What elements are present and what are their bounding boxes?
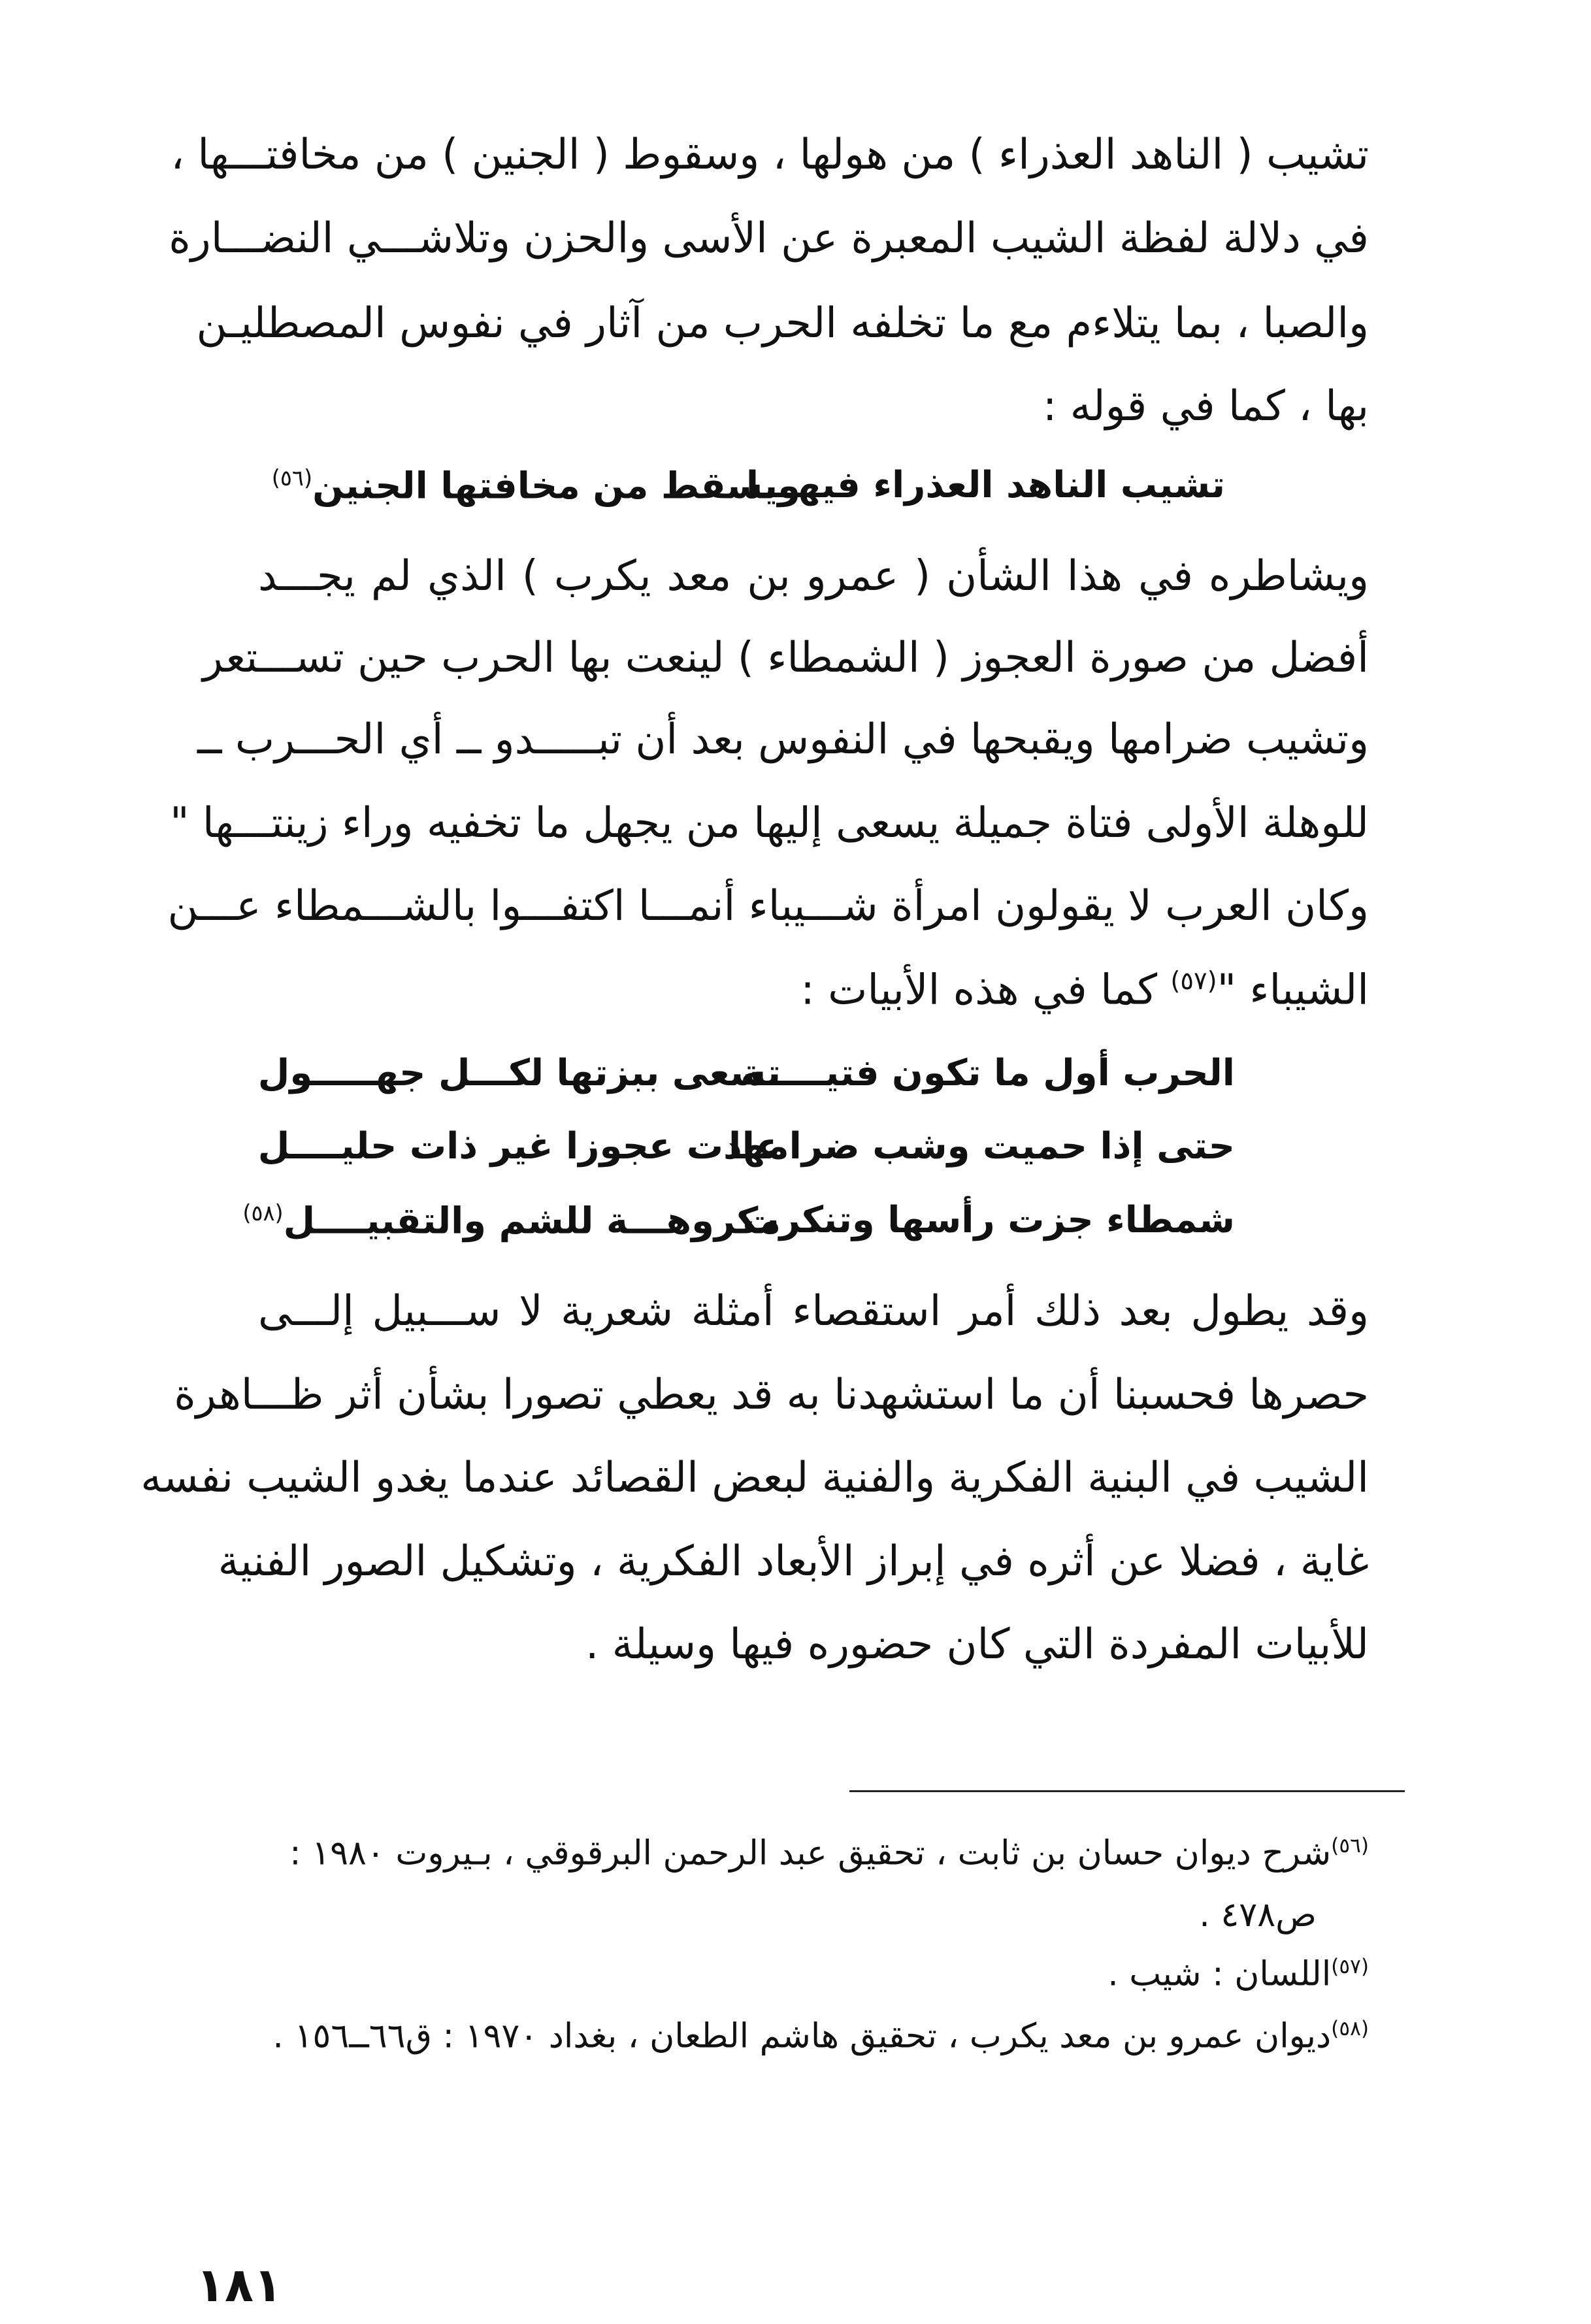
verse2-3-left <box>242 1200 781 1243</box>
paragraph2-line-4: للوهلة الأولى فتاة جميلة يسعى إليها من يجهل ما تخفيه وراء زينتـــها " <box>170 799 1369 847</box>
paragraph1-line-3: والصبا ، بما يتلاءم مع ما تخلفه الحرب من آثار في نفوس المصطليـن <box>196 299 1369 348</box>
paragraph1-line-2: في دلالة لفظة الشيب المعبرة عن الأسى والحزن وتلاشـــي النضـــارة <box>169 214 1369 263</box>
footnote-57-text: اللسان : شيب . <box>1107 1954 1332 1994</box>
paragraph2-footnote-ref: (٥٧) <box>1170 966 1217 996</box>
footnote-58-text: ديوان عمرو بن معد يكرب ، تحقيق هاشم الطعان ، بغداد ١٩٧٠ : ق٦٦ــ١٥٦ . <box>272 2016 1332 2056</box>
footnote-58-ref: (٥٨) <box>1331 2017 1369 2040</box>
footnote-56-text: شرح ديوان حسان بن ثابت ، تحقيق عبد الرحمن البرقوقي ، بـيروت ١٩٨٠ : <box>289 1833 1332 1873</box>
paragraph3-line-3: الشيب في البنية الفكرية والفنية لبعض القصائد عندما يغدو الشيب نفسه <box>140 1454 1369 1502</box>
verse2-2-right: حتى إذا حميت وشب ضرامها <box>728 1125 1235 1168</box>
paragraph2-line-2: أفضل من صورة العجوز ( الشمطاء ) لينعت بها الحرب حين تســـتعر <box>203 634 1369 682</box>
paragraph1-line-1: تشيب ( الناهد العذراء ) من هولها ، وسقوط ( الجنين ) من مخافتـــها ، <box>171 131 1369 179</box>
footnote-58 <box>272 2016 1369 2056</box>
paragraph2-line-5: وكان العرب لا يقولون امرأة شـــيباء أنمـــا اكتفـــوا بالشـــمطاء عـــن <box>167 882 1369 930</box>
paragraph2-line-6 <box>219 966 1369 1015</box>
verse1-footnote-ref: (٥٦) <box>271 465 313 491</box>
verse2-3-footnote-ref: (٥٨) <box>242 1200 284 1226</box>
paragraph3-line-1: وقد يطول بعد ذلك أمر استقصاء أمثلة شعرية لا ســـبيل إلـــى <box>258 1287 1369 1335</box>
paragraph2-line-3: وتشيب ضرامها ويقبحها في النفوس بعد أن تبـــــدو ــ أي الحـــرب ــ <box>197 715 1369 764</box>
footnote-57-ref: (٥٧) <box>1331 1955 1369 1978</box>
verse2-1-left: تسعى ببزتها لكـــل جهـــــول <box>257 1052 781 1094</box>
verse1-left-text: ويسقط من مخافتها الجنين <box>312 465 800 508</box>
verse2-1-right: الحرب أول ما تكون فتيـــــة <box>740 1052 1235 1094</box>
footnote-separator <box>849 1790 1405 1792</box>
paragraph2-last-text-after: كما في هذه الأبيات : <box>800 966 1171 1015</box>
footnote-57 <box>1107 1954 1369 1994</box>
verse2-2-left: عادت عجوزا غير ذات حليــــل <box>257 1125 781 1168</box>
verse1-left-hemistich <box>271 465 800 508</box>
paragraph2-last-text-before: الشيباء " <box>1217 966 1369 1015</box>
footnote-56 <box>289 1833 1369 1873</box>
page-number: ١٨١ <box>196 2257 282 2312</box>
paragraph3-line-2: حصرها فحسبنا أن ما استشهدنا به قد يعطي تصورا بشأن أثر ظـــاهرة <box>174 1371 1369 1419</box>
paragraph1-line-4: بها ، كما في قوله : <box>1042 382 1369 431</box>
footnote-56-ref: (٥٦) <box>1331 1834 1369 1858</box>
paragraph2-line-1: ويشاطره في هذا الشأن ( عمرو بن معد يكرب ) الذي لم يجـــد <box>258 552 1369 600</box>
verse2-3-right: شمطاء جزت رأسها وتنكرت <box>742 1199 1235 1241</box>
verse1-right-hemistich: تشيب الناهد العذراء فيهـــا <box>746 464 1225 506</box>
footnote-56-continued: ص٤٧٨ . <box>1199 1895 1317 1935</box>
verse2-3-left-text: مكروهـــة للشم والتقبيــــل <box>283 1200 781 1243</box>
paragraph3-line-4: غاية ، فضلا عن أثره في إبراز الأبعاد الفكرية ، وتشكيل الصور الفنية <box>218 1537 1369 1586</box>
paragraph3-line-5: للأبيات المفردة التي كان حضوره فيها وسيلة . <box>585 1620 1369 1669</box>
